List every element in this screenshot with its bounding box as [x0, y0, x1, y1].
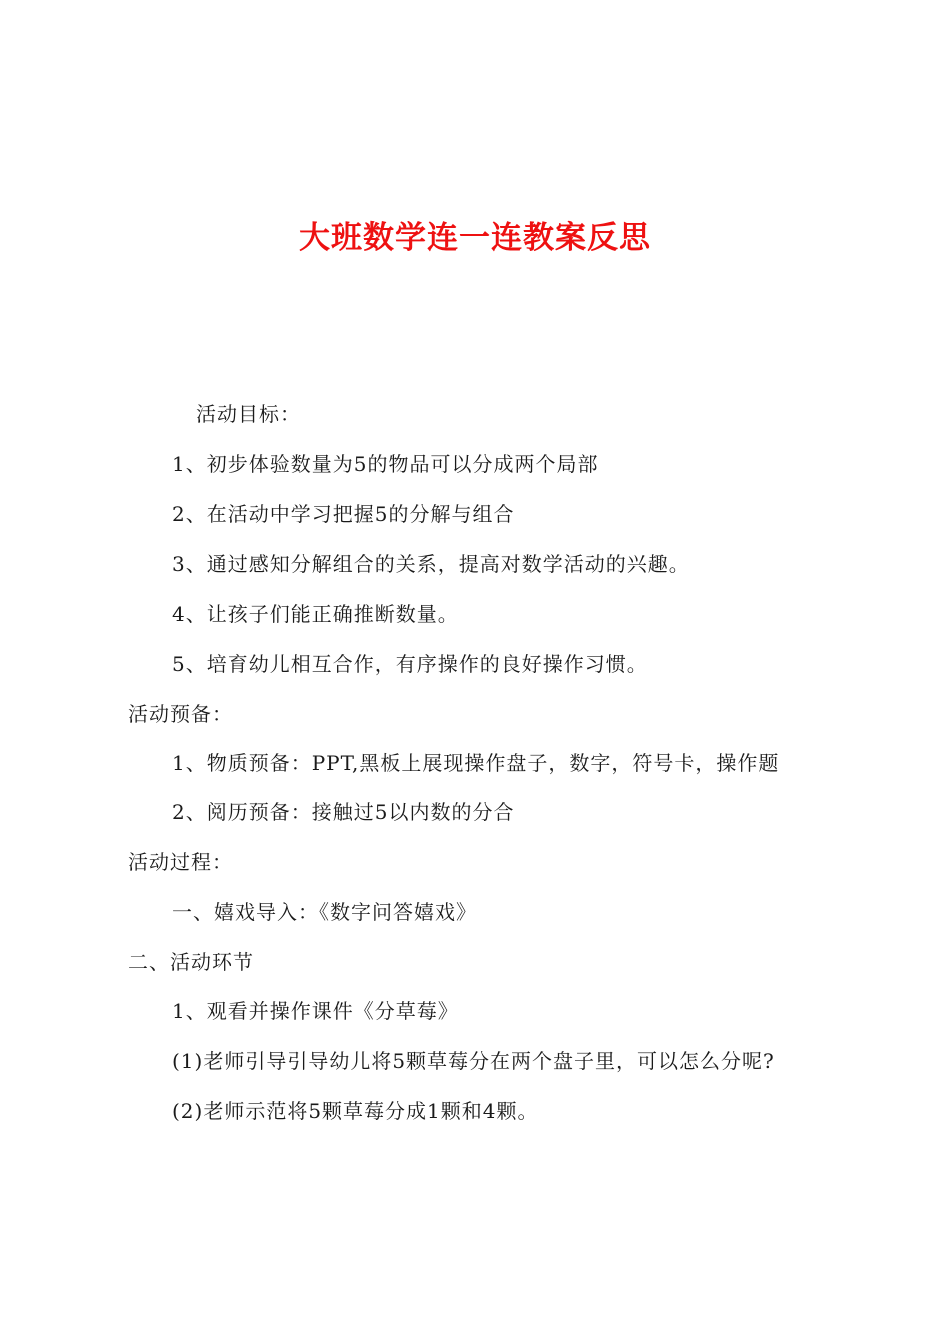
process-detail-1: (1)老师引导引导幼儿将5颗草莓分在两个盘子里，可以怎么分呢?: [172, 1049, 775, 1073]
goal-item-5: 5、培育幼儿相互合作，有序操作的良好操作习惯。: [172, 652, 648, 676]
process-step-1: 一、嬉戏导入：《数字问答嬉戏》: [172, 900, 477, 924]
section-heading-goals: 活动目标：: [196, 402, 301, 426]
goal-item-2: 2、在活动中学习把握5的分解与组合: [172, 502, 515, 526]
document-title: 大班数学连一连教案反思: [299, 220, 651, 256]
goal-item-3: 3、通过感知分解组合的关系，提高对数学活动的兴趣。: [172, 552, 690, 576]
preparation-item-1: 1、物质预备：PPT,黑板上展现操作盘子，数字，符号卡，操作题: [172, 751, 780, 775]
process-substep-1: 1、观看并操作课件《分草莓》: [172, 999, 459, 1023]
process-step-2: 二、活动环节: [128, 950, 254, 974]
process-detail-2: (2)老师示范将5颗草莓分成1颗和4颗。: [172, 1099, 539, 1123]
section-heading-process: 活动过程：: [128, 850, 233, 874]
goal-item-1: 1、初步体验数量为5的物品可以分成两个局部: [172, 452, 599, 476]
goal-item-4: 4、让孩子们能正确推断数量。: [172, 602, 459, 626]
preparation-item-2: 2、阅历预备：接触过5以内数的分合: [172, 800, 515, 824]
section-heading-preparation: 活动预备：: [128, 702, 233, 726]
